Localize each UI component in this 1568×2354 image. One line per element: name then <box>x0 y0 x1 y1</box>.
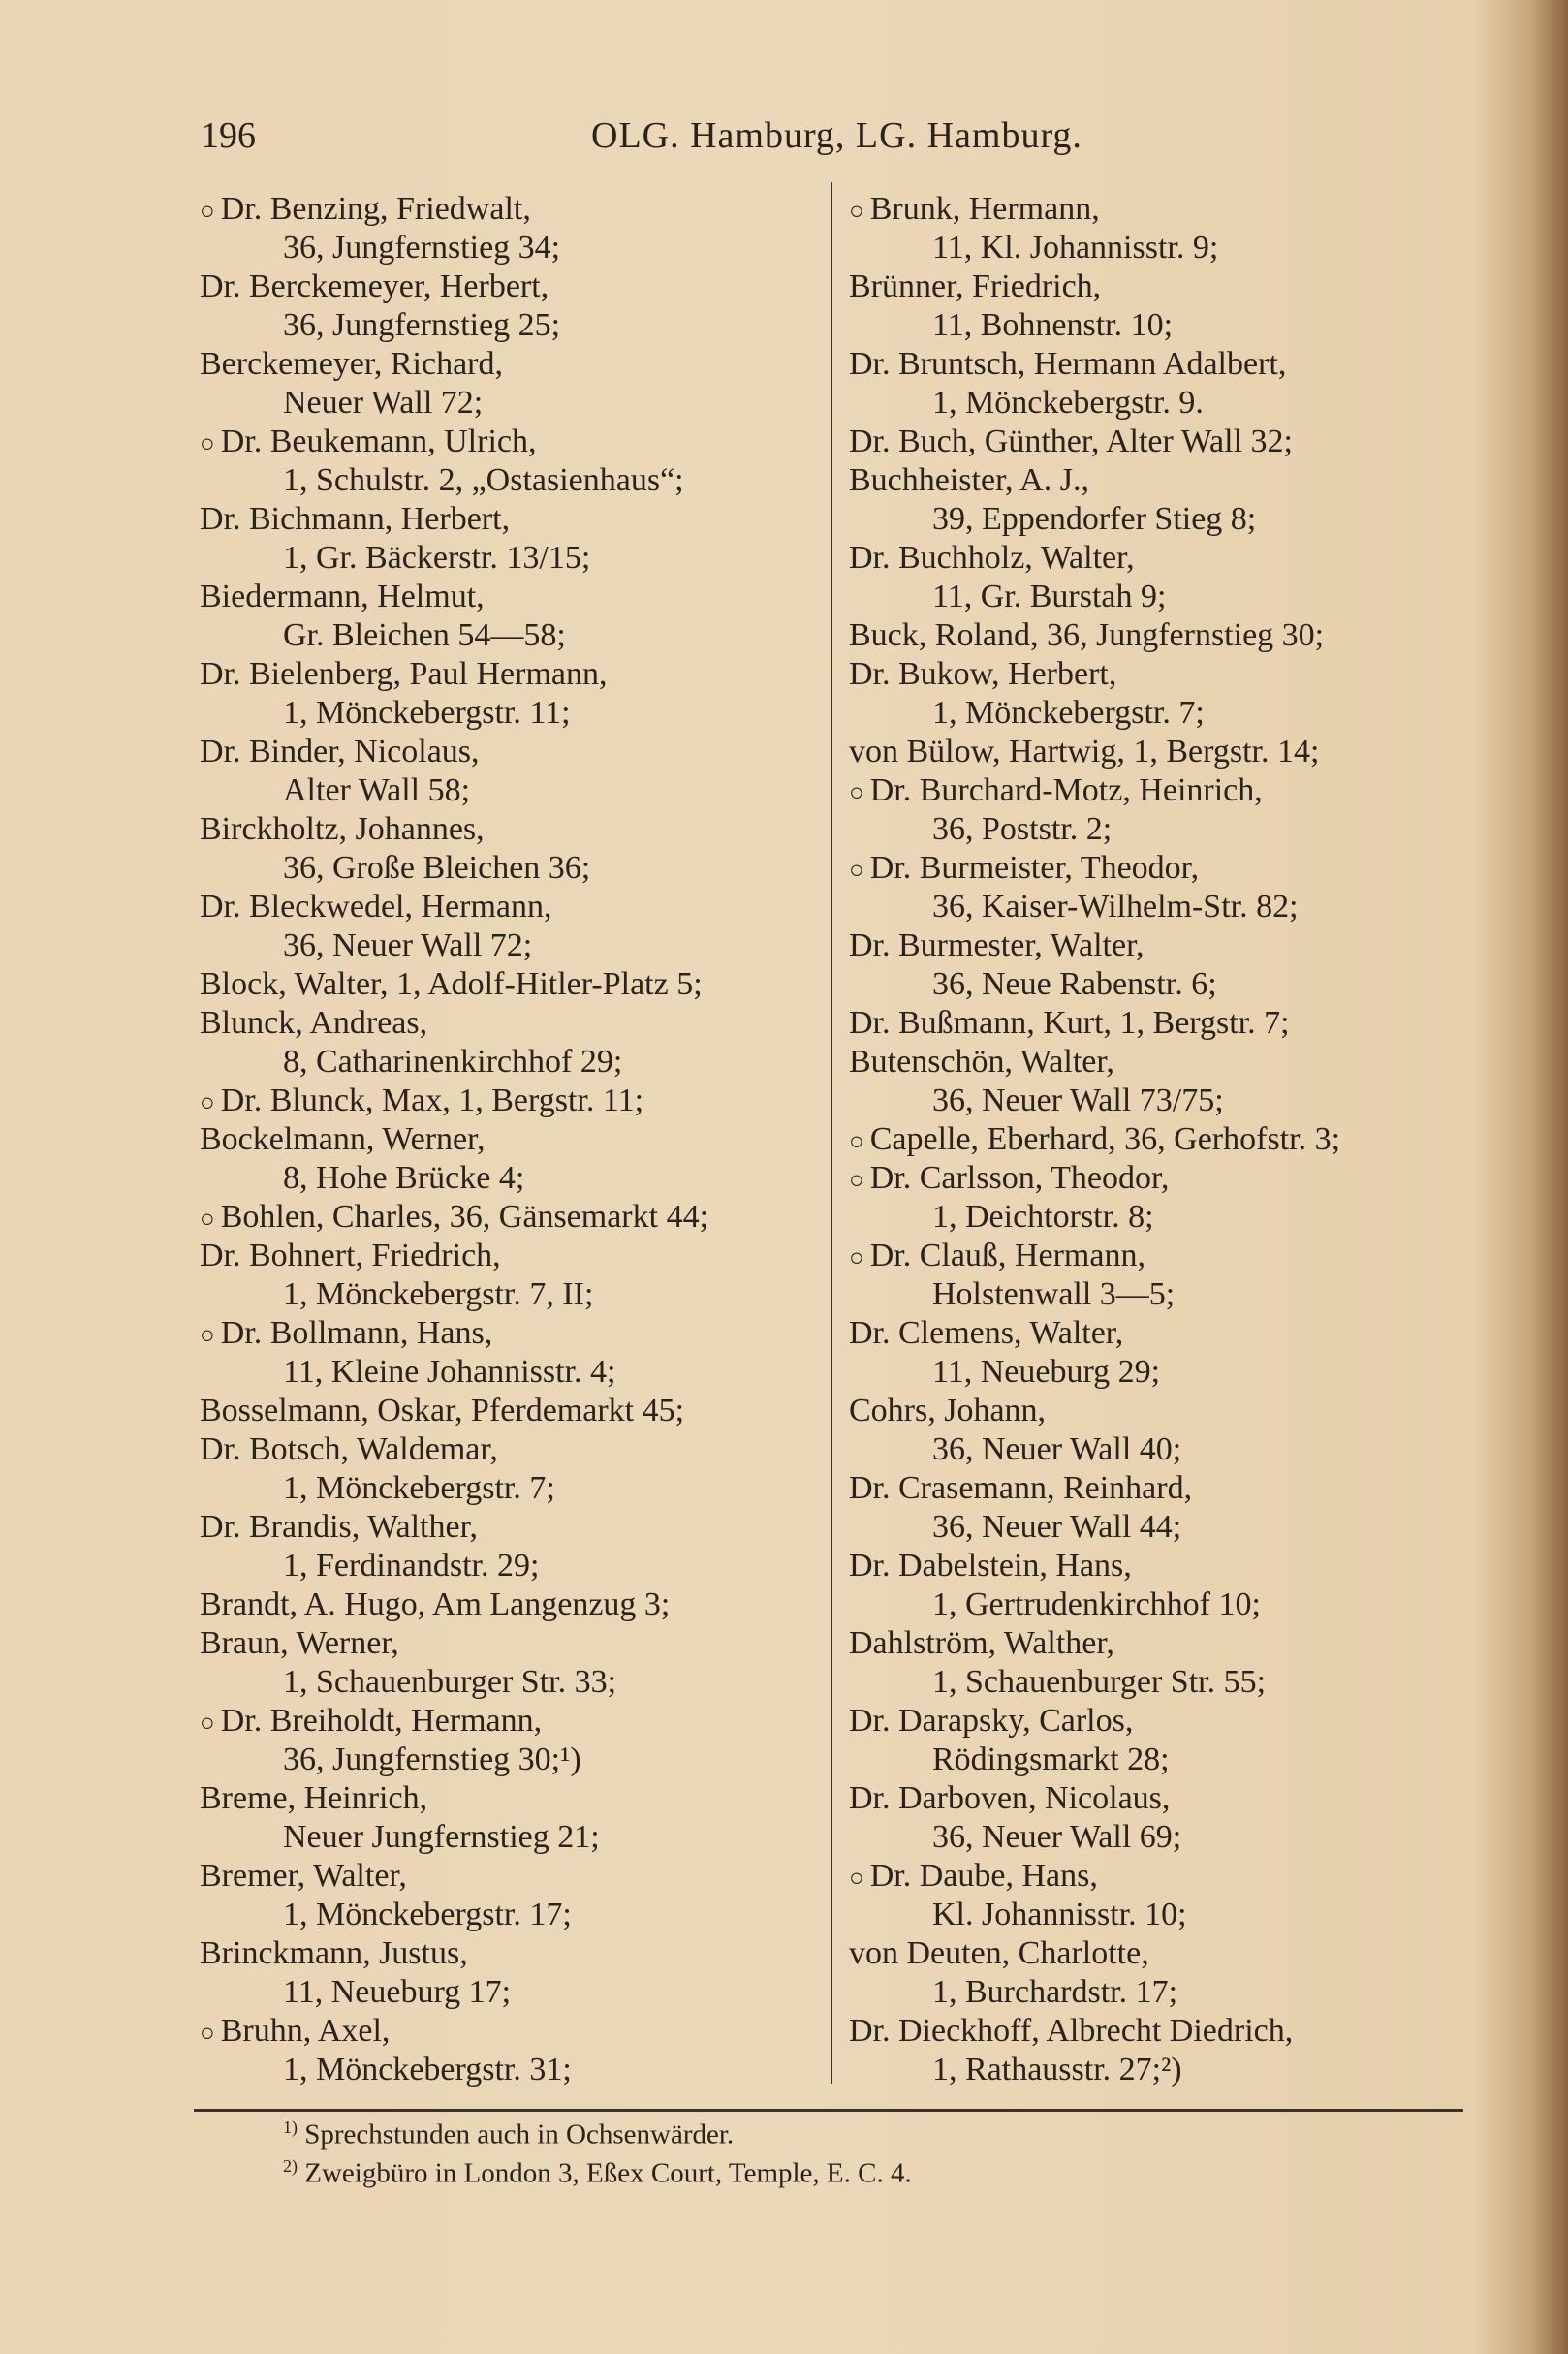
directory-entry <box>849 1779 1479 1818</box>
entry-name: Dr. Clauß, Hermann, <box>869 1238 1145 1273</box>
entry-name: Buchheister, A. J., <box>849 462 1089 498</box>
entry-name: Brinckmann, Justus, <box>200 1935 468 1971</box>
column-divider <box>831 182 832 2084</box>
entry-address: 8, Catharinenkirchhof 29; <box>283 1044 623 1080</box>
directory-entry <box>849 2012 1479 2051</box>
directory-entry <box>200 578 830 616</box>
directory-entry <box>849 733 1479 771</box>
entry-name: Dr. Botsch, Waldemar, <box>200 1431 498 1467</box>
entry-name: Dr. Bohnert, Friedrich, <box>200 1238 501 1273</box>
entry-name: Dr. Burmester, Walter, <box>849 927 1145 963</box>
entry-name: Breme, Heinrich, <box>200 1780 428 1816</box>
entry-name: Brandt, A. Hugo, Am Langenzug 3; <box>200 1586 671 1622</box>
entry-address: 1, Mönckebergstr. 17; <box>283 1897 572 1932</box>
entry-address: 11, Kl. Johannisstr. 9; <box>932 230 1219 266</box>
entry-address: 11, Neueburg 17; <box>283 1974 512 2010</box>
directory-entry <box>849 461 1479 500</box>
directory-entry <box>200 1508 830 1547</box>
footnote-mark: 1) <box>283 2118 298 2137</box>
entry-address: 36, Neuer Wall 40; <box>932 1431 1182 1467</box>
directory-entry <box>200 1237 830 1275</box>
footnote-text: Sprechstunden auch in Ochsenwärder. <box>304 2119 735 2150</box>
entry-address: Rödingsmarkt 28; <box>932 1742 1170 1777</box>
entry-address: 1, Gr. Bäckerstr. 13/15; <box>283 540 591 576</box>
entry-name: Berckemeyer, Richard, <box>200 346 503 382</box>
entry-name: Buck, Roland, 36, Jungfernstieg 30; <box>849 617 1325 653</box>
directory-entry <box>200 345 830 384</box>
directory-entry <box>200 733 830 771</box>
entry-name: Dr. Bleckwedel, Hermann, <box>200 889 552 925</box>
entry-address: 1, Mönckebergstr. 7, II; <box>283 1276 594 1312</box>
circle-marker-icon: ○ <box>849 778 864 806</box>
directory-entry <box>849 655 1479 694</box>
footnote-text: Zweigbüro in London 3, Eßex Court, Temple, E. C. 4. <box>304 2157 912 2189</box>
entry-address: Kl. Johannisstr. 10; <box>932 1897 1187 1932</box>
circle-marker-icon: ○ <box>200 1709 215 1737</box>
entry-address: 36, Neuer Wall 72; <box>283 927 533 963</box>
entry-address: 1, Gertrudenkirchhof 10; <box>932 1586 1261 1622</box>
entry-name: Cohrs, Johann, <box>849 1393 1047 1428</box>
entry-name: Dr. Bollmann, Hans, <box>220 1315 493 1351</box>
entry-name: Dr. Dabelstein, Hans, <box>849 1548 1132 1584</box>
entry-name: Dr. Buch, Günther, Alter Wall 32; <box>849 424 1293 459</box>
directory-entry <box>200 1624 830 1663</box>
entry-address: 39, Eppendorfer Stieg 8; <box>932 501 1257 537</box>
entry-address: 1, Mönckebergstr. 11; <box>283 695 571 731</box>
entry-name: Dr. Bukow, Herbert, <box>849 656 1117 692</box>
entry-address: Gr. Bleichen 54—58; <box>283 617 566 653</box>
directory-entry <box>849 267 1479 306</box>
entry-address: Holstenwall 3—5; <box>932 1276 1176 1312</box>
circle-marker-icon: ○ <box>849 1127 864 1155</box>
entry-name: Dr. Burmeister, Theodor, <box>869 850 1200 886</box>
directory-entry <box>200 1702 830 1741</box>
entry-name: Bruhn, Axel, <box>220 2013 391 2049</box>
entry-name: Bosselmann, Oskar, Pferdemarkt 45; <box>200 1393 685 1428</box>
directory-entry <box>849 926 1479 965</box>
entry-address: 1, Deichtorstr. 8; <box>932 1199 1154 1235</box>
entry-name: Dr. Daube, Hans, <box>869 1858 1098 1894</box>
running-header-title: OLG. Hamburg, LG. Hamburg. <box>591 115 1082 156</box>
entry-address: 11, Gr. Burstah 9; <box>932 579 1167 614</box>
entry-name: Dahlström, Walther, <box>849 1625 1114 1661</box>
directory-entry <box>200 1934 830 1973</box>
directory-entry <box>849 849 1479 888</box>
entry-name: Block, Walter, 1, Adolf-Hitler-Platz 5; <box>200 966 703 1002</box>
entry-address: 1, Schauenburger Str. 55; <box>932 1664 1267 1700</box>
directory-entry <box>849 1043 1479 1082</box>
entry-name: Dr. Bußmann, Kurt, 1, Bergstr. 7; <box>849 1005 1290 1041</box>
directory-entry <box>200 1585 830 1624</box>
entry-name: Dr. Darapsky, Carlos, <box>849 1703 1134 1739</box>
circle-marker-icon: ○ <box>200 1088 215 1116</box>
entry-address: 1, Schulstr. 2, „Ostasienhaus“; <box>283 462 684 498</box>
entry-name: Bremer, Walter, <box>200 1858 407 1894</box>
entry-name: Brunk, Hermann, <box>869 191 1100 227</box>
directory-column-right <box>849 190 1479 2089</box>
entry-name: Brünner, Friedrich, <box>849 268 1102 304</box>
directory-entry <box>200 423 830 461</box>
directory-column-left <box>200 190 830 2089</box>
circle-marker-icon: ○ <box>200 1205 215 1233</box>
entry-name: Dr. Bielenberg, Paul Hermann, <box>200 656 608 692</box>
entry-address: 11, Kleine Johannisstr. 4; <box>283 1354 616 1390</box>
entry-address: 36, Jungfernstieg 25; <box>283 307 561 343</box>
directory-entry <box>849 616 1479 655</box>
entry-address: 36, Jungfernstieg 30;¹) <box>283 1742 581 1777</box>
entry-name: Dr. Crasemann, Reinhard, <box>849 1470 1193 1506</box>
directory-entry <box>849 1547 1479 1585</box>
entry-name: Dr. Carlsson, Theodor, <box>869 1160 1170 1196</box>
entry-name: Bohlen, Charles, 36, Gänsemarkt 44; <box>220 1199 709 1235</box>
directory-entry <box>200 965 830 1004</box>
footnote-1 <box>283 2118 734 2151</box>
directory-entry <box>849 345 1479 384</box>
entry-address: 36, Jungfernstieg 34; <box>283 230 561 266</box>
footnote-rule <box>194 2109 1463 2112</box>
circle-marker-icon: ○ <box>849 197 864 225</box>
entry-address: 1, Mönckebergstr. 9. <box>932 385 1204 421</box>
directory-entry <box>849 1702 1479 1741</box>
directory-entry <box>200 2012 830 2051</box>
entry-address: 1, Mönckebergstr. 7; <box>283 1470 555 1506</box>
directory-entry <box>200 1314 830 1353</box>
directory-entry <box>849 1159 1479 1198</box>
directory-entry <box>200 1120 830 1159</box>
directory-entry <box>200 1392 830 1430</box>
directory-entry <box>200 888 830 926</box>
entry-address: 11, Neueburg 29; <box>932 1354 1161 1390</box>
circle-marker-icon: ○ <box>200 197 215 225</box>
directory-entry <box>849 1314 1479 1353</box>
entry-address: 1, Schauenburger Str. 33; <box>283 1664 617 1700</box>
directory-entry <box>200 1857 830 1896</box>
entry-name: Braun, Werner, <box>200 1625 399 1661</box>
entry-name: Dr. Buchholz, Walter, <box>849 540 1135 576</box>
entry-name: Dr. Binder, Nicolaus, <box>200 734 480 769</box>
entry-name: Capelle, Eberhard, 36, Gerhofstr. 3; <box>869 1121 1341 1157</box>
directory-entry <box>200 500 830 539</box>
directory-entry <box>849 1469 1479 1508</box>
directory-entry <box>200 810 830 849</box>
directory-entry <box>200 1198 830 1237</box>
entry-address: 36, Kaiser-Wilhelm-Str. 82; <box>932 889 1299 925</box>
entry-name: von Bülow, Hartwig, 1, Bergstr. 14; <box>849 734 1320 769</box>
directory-entry <box>849 1857 1479 1896</box>
entry-address: 36, Große Bleichen 36; <box>283 850 591 886</box>
entry-name: Dr. Brandis, Walther, <box>200 1509 479 1545</box>
footnote-mark: 2) <box>283 2156 298 2176</box>
entry-address: 1, Mönckebergstr. 31; <box>283 2052 572 2087</box>
directory-entry <box>200 1430 830 1469</box>
entry-name: Biedermann, Helmut, <box>200 579 485 614</box>
entry-address: 36, Poststr. 2; <box>932 811 1113 847</box>
entry-name: Dr. Burchard-Motz, Heinrich, <box>869 772 1263 808</box>
directory-entry <box>849 1392 1479 1430</box>
directory-entry <box>849 1934 1479 1973</box>
entry-name: Dr. Darboven, Nicolaus, <box>849 1780 1171 1816</box>
entry-address: 36, Neue Rabenstr. 6; <box>932 966 1217 1002</box>
entry-name: Dr. Clemens, Walter, <box>849 1315 1124 1351</box>
directory-entry <box>849 771 1479 810</box>
entry-address: 8, Hohe Brücke 4; <box>283 1160 525 1196</box>
footnote-2 <box>283 2156 912 2190</box>
directory-entry <box>200 1779 830 1818</box>
entry-address: 36, Neuer Wall 69; <box>932 1819 1182 1855</box>
directory-entry <box>849 539 1479 578</box>
entry-name: Butenschön, Walter, <box>849 1044 1114 1080</box>
directory-entry <box>200 190 830 229</box>
directory-entry <box>200 1004 830 1043</box>
entry-name: Dr. Bichmann, Herbert, <box>200 501 511 537</box>
directory-entry <box>849 1624 1479 1663</box>
circle-marker-icon: ○ <box>849 856 864 884</box>
entry-address: Neuer Wall 72; <box>283 385 484 421</box>
directory-entry <box>200 1082 830 1120</box>
page-number: 196 <box>201 115 256 156</box>
entry-address: 1, Ferdinandstr. 29; <box>283 1548 540 1584</box>
entry-name: von Deuten, Charlotte, <box>849 1935 1149 1971</box>
circle-marker-icon: ○ <box>849 1243 864 1271</box>
entry-address: 1, Burchardstr. 17; <box>932 1974 1178 2010</box>
directory-entry <box>849 1004 1479 1043</box>
circle-marker-icon: ○ <box>200 1321 215 1349</box>
directory-entry <box>849 190 1479 229</box>
directory-entry <box>849 1120 1479 1159</box>
entry-name: Dr. Breiholdt, Hermann, <box>220 1703 543 1739</box>
entry-address: 36, Neuer Wall 73/75; <box>932 1083 1224 1118</box>
circle-marker-icon: ○ <box>849 1864 864 1892</box>
directory-entry <box>849 423 1479 461</box>
entry-name: Dr. Berckemeyer, Herbert, <box>200 268 549 304</box>
entry-address: Alter Wall 58; <box>283 772 471 808</box>
circle-marker-icon: ○ <box>200 2019 215 2047</box>
entry-address: 1, Mönckebergstr. 7; <box>932 695 1205 731</box>
entry-name: Blunck, Andreas, <box>200 1005 428 1041</box>
entry-name: Dr. Blunck, Max, 1, Bergstr. 11; <box>220 1083 644 1118</box>
directory-entry <box>200 655 830 694</box>
entry-address: 11, Bohnenstr. 10; <box>932 307 1174 343</box>
entry-address: 36, Neuer Wall 44; <box>932 1509 1182 1545</box>
entry-name: Dr. Dieckhoff, Albrecht Diedrich, <box>849 2013 1294 2049</box>
entry-name: Dr. Beukemann, Ulrich, <box>220 424 537 459</box>
directory-entry <box>849 1237 1479 1275</box>
directory-entry <box>200 267 830 306</box>
circle-marker-icon: ○ <box>200 429 215 457</box>
entry-name: Bockelmann, Werner, <box>200 1121 486 1157</box>
entry-address: 1, Rathausstr. 27;²) <box>932 2052 1182 2087</box>
circle-marker-icon: ○ <box>849 1166 864 1194</box>
entry-address: Neuer Jungfernstieg 21; <box>283 1819 600 1855</box>
entry-name: Dr. Bruntsch, Hermann Adalbert, <box>849 346 1287 382</box>
entry-name: Birckholtz, Johannes, <box>200 811 485 847</box>
entry-name: Dr. Benzing, Friedwalt, <box>220 191 531 227</box>
